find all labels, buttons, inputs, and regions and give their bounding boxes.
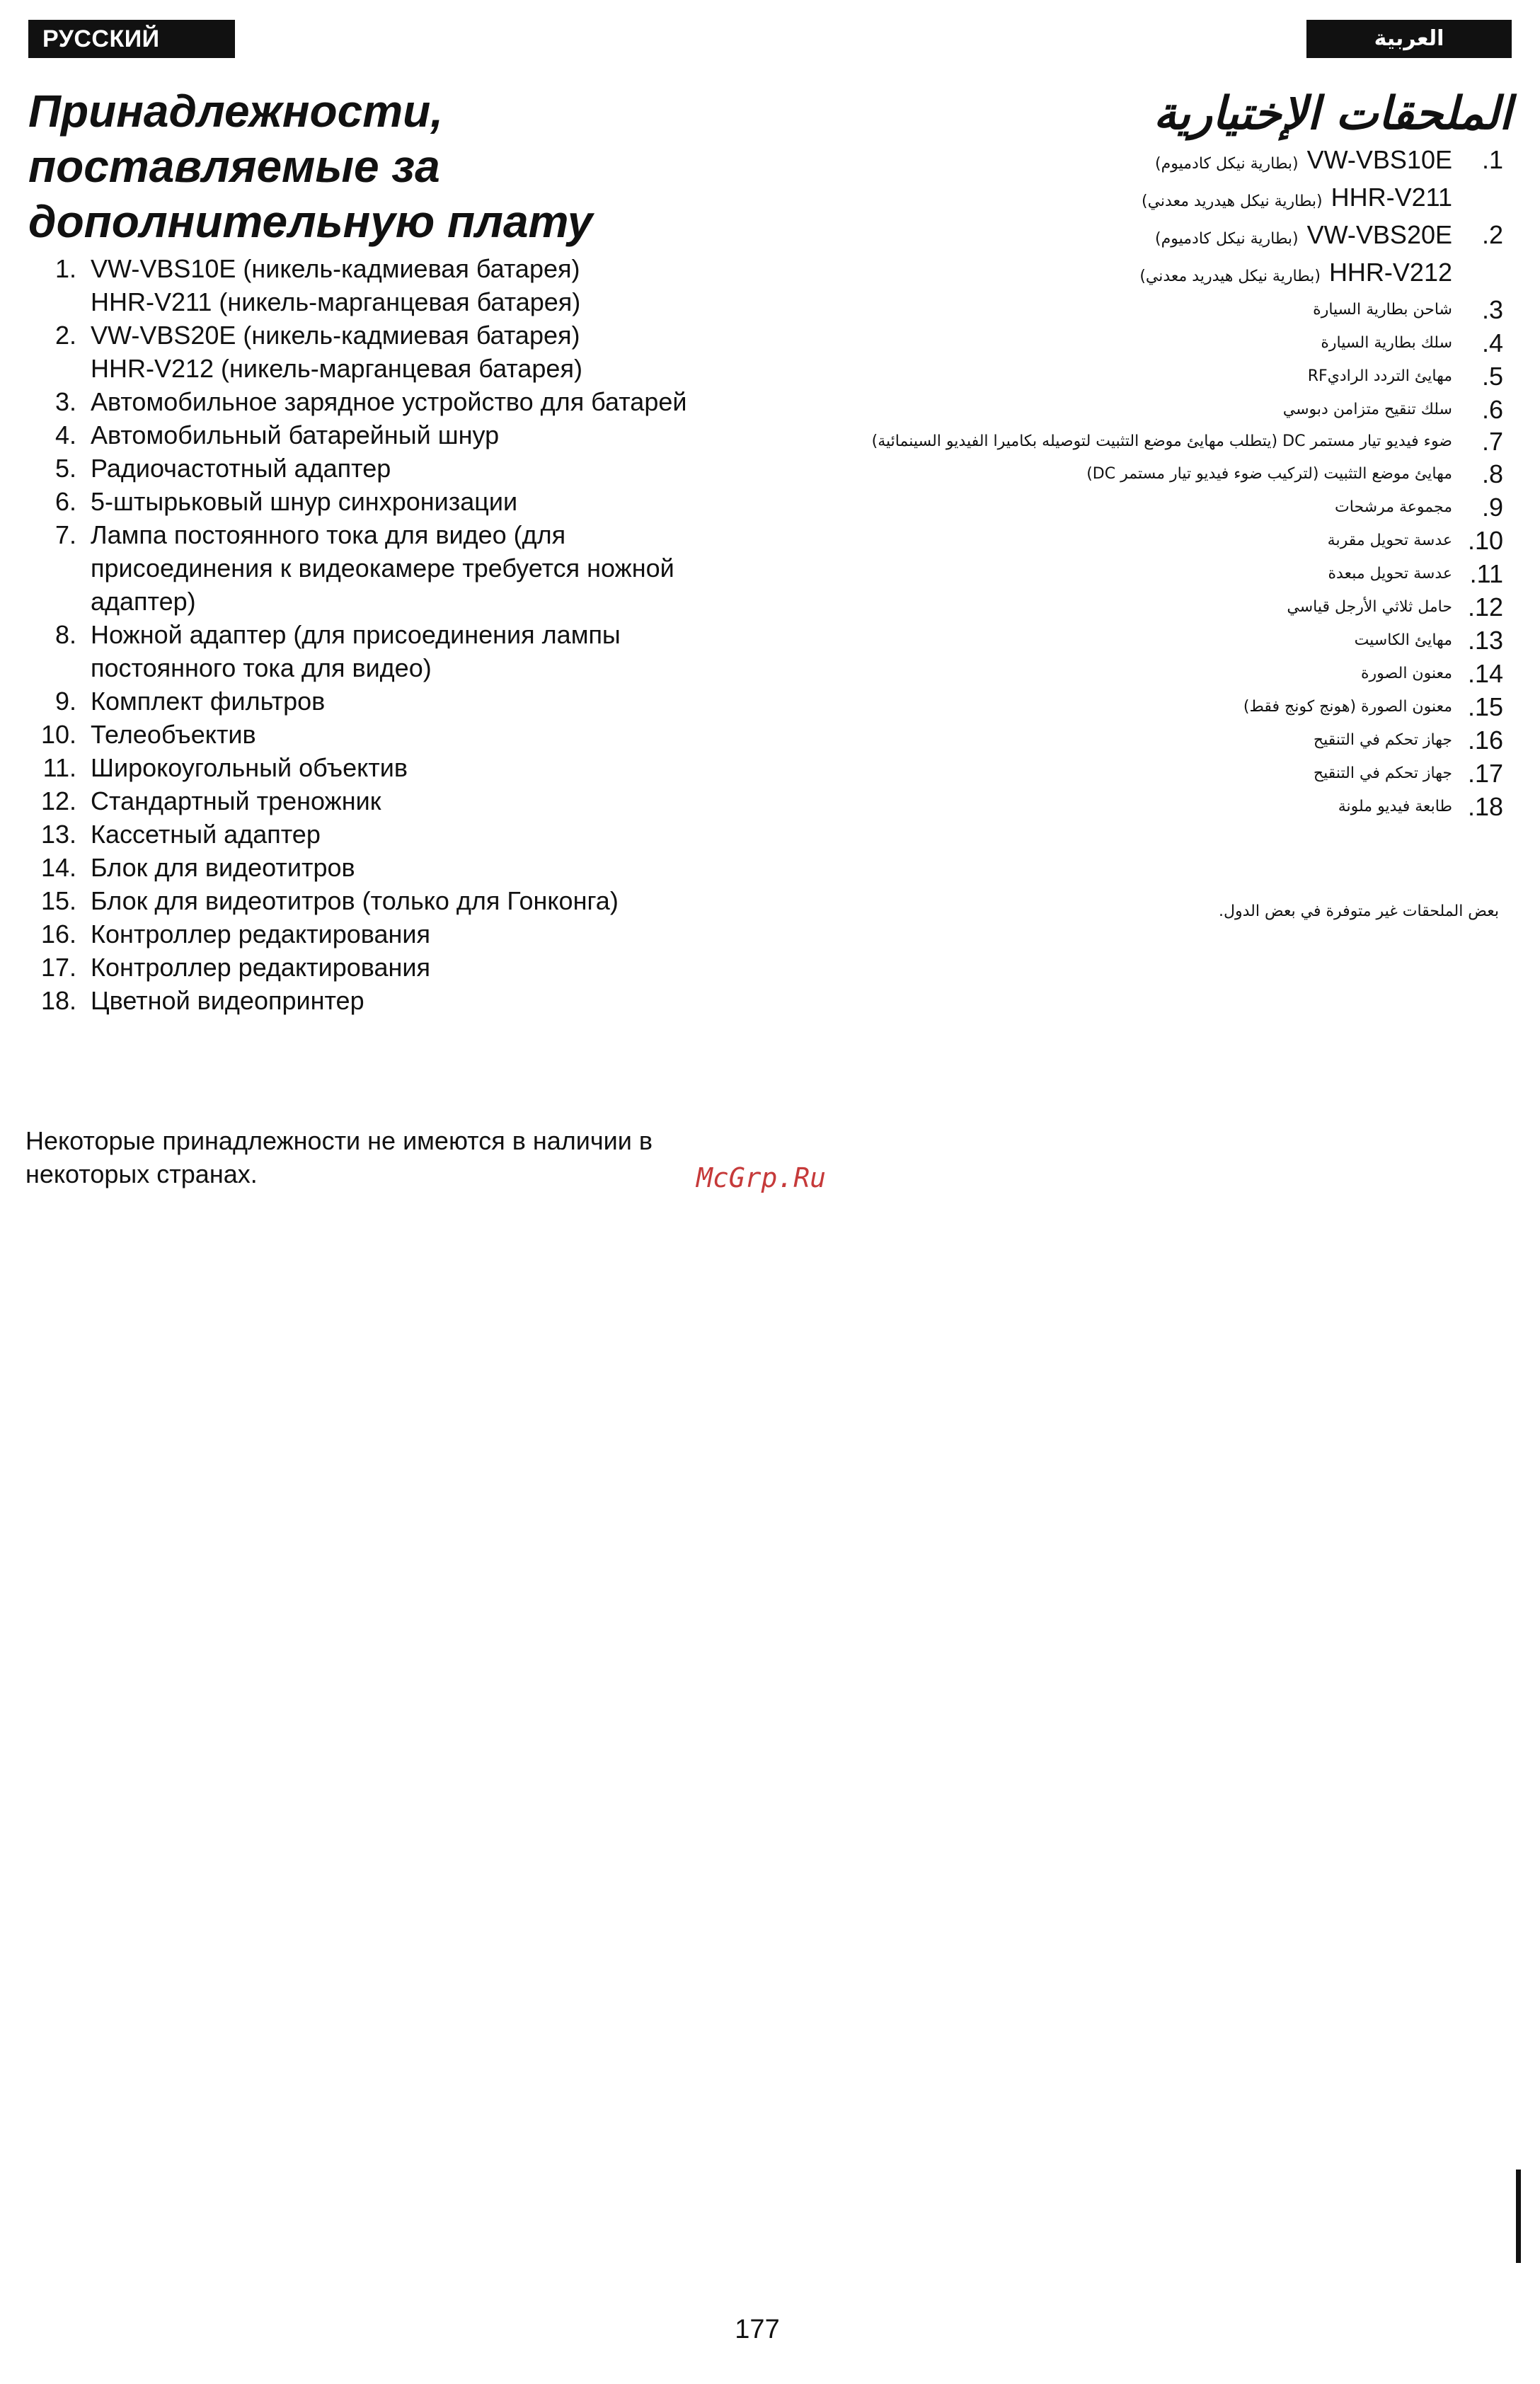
item-text: Широкоугольный объектив (91, 753, 408, 782)
item-number: .14 (1467, 659, 1503, 688)
item-text: حامل ثلاثي الأرجل قياسي (1287, 598, 1452, 616)
item-text: جهاز تحكم في التنقيح (1313, 731, 1452, 749)
item-number: 17. (40, 953, 76, 982)
item-text: HHR-V212 (никель-марганцевая батарея) (91, 354, 582, 383)
item-body (739, 723, 1452, 757)
list-item (739, 657, 1503, 690)
item-text: Телеобъектив (91, 720, 256, 749)
item-number: 1. (54, 254, 76, 283)
arabic-title: الملحقات الإختيارية (1153, 87, 1512, 140)
item-text: (بطارية نيكل كادميوم) (1155, 155, 1299, 173)
item-text: Комплект фильтров (91, 687, 326, 716)
item-number: 2. (54, 321, 76, 350)
edge-marker (1516, 2170, 1521, 2263)
item-model: VW-VBS10E (1306, 145, 1452, 174)
item-number: 3. (54, 387, 76, 416)
item-text: Радиочастотный адаптер (91, 454, 391, 483)
item-text: مهايئ الكاسيت (1354, 631, 1452, 649)
item-body (739, 360, 1452, 393)
list-item (21, 418, 750, 452)
item-number: .17 (1467, 759, 1503, 788)
item-body (739, 790, 1452, 823)
item-text: Лампа постоянного тока для видео (для присоединения к видеокамере требуется ножной адаптер) (91, 520, 674, 616)
item-number: 12. (40, 786, 76, 815)
item-body (739, 557, 1452, 590)
list-item (21, 684, 750, 718)
item-number: 15. (40, 886, 76, 915)
item-text: Контроллер редактирования (91, 953, 430, 982)
list-item (21, 319, 750, 352)
item-text: طابعة فيديو ملونة (1338, 798, 1452, 815)
language-tag-russian: РУССКИЙ ЯЗЫК (28, 20, 235, 58)
list-item (739, 757, 1503, 790)
item-number: 14. (40, 853, 76, 882)
list-item (21, 618, 750, 684)
list-item (21, 818, 750, 851)
item-text: Кассетный адаптер (91, 820, 321, 849)
list-item (739, 690, 1503, 723)
item-text: Автомобильное зарядное устройство для батарей (91, 387, 687, 416)
list-item (739, 143, 1503, 180)
list-item (21, 285, 750, 319)
item-text: عدسة تحويل مبعدة (1328, 565, 1452, 583)
item-text: (بطارية نيكل كادميوم) (1155, 230, 1299, 248)
list-item (739, 393, 1503, 426)
item-body (739, 326, 1452, 360)
list-item (739, 218, 1503, 256)
item-number: 10. (40, 720, 76, 749)
russian-accessory-list (21, 252, 750, 1017)
list-item (739, 590, 1503, 624)
list-item (739, 326, 1503, 360)
item-body (739, 256, 1452, 293)
list-item (739, 524, 1503, 557)
list-item (21, 252, 750, 285)
item-number: .16 (1467, 726, 1503, 755)
item-text: Блок для видеотитров (только для Гонконга) (91, 886, 619, 915)
item-body (739, 590, 1452, 624)
item-body (739, 393, 1452, 426)
item-text: مهايئ التردد الراديRF (1307, 367, 1452, 385)
item-number: 13. (40, 820, 76, 849)
list-item (21, 352, 750, 385)
list-item (21, 951, 750, 984)
item-text: VW-VBS10E (никель-кадмиевая батарея) (91, 254, 580, 283)
item-text: 5-штырьковый шнур синхронизации (91, 487, 518, 516)
list-item (21, 884, 750, 917)
item-body (739, 218, 1452, 256)
item-body (739, 624, 1452, 657)
item-text: شاحن بطارية السيارة (1313, 301, 1452, 319)
item-number: 11. (42, 753, 76, 782)
list-item (739, 293, 1503, 326)
russian-title: Принадлежности, поставляемые за дополнительную плату (28, 86, 593, 247)
list-item (739, 790, 1503, 823)
item-text: (بطارية نيكل هيدريد معدني) (1141, 193, 1323, 210)
list-item (21, 718, 750, 751)
item-body (739, 690, 1452, 723)
item-body (739, 143, 1452, 180)
list-item (739, 557, 1503, 590)
arabic-accessory-list (739, 143, 1503, 823)
item-text: Автомобильный батарейный шнур (91, 420, 500, 449)
list-item (21, 452, 750, 485)
item-number: .10 (1467, 526, 1503, 555)
item-body (739, 457, 1452, 491)
list-item (739, 256, 1503, 293)
list-item (21, 784, 750, 818)
item-number: .7 (1481, 427, 1503, 456)
item-text: سلك بطارية السيارة (1321, 334, 1452, 352)
item-number: .9 (1481, 493, 1503, 522)
item-body (739, 180, 1452, 218)
list-item (739, 491, 1503, 524)
item-body (739, 491, 1452, 524)
item-text: مجموعة مرشحات (1335, 498, 1452, 516)
item-text: مهايئ موضع التثبيت (لتركيب ضوء فيديو تيار مستمر DC) (1086, 465, 1452, 483)
item-model: HHR-V212 (1328, 258, 1452, 287)
list-item (21, 518, 750, 618)
item-number: .4 (1481, 328, 1503, 357)
list-item (21, 984, 750, 1017)
item-number: 16. (40, 919, 76, 949)
item-text: Ножной адаптер (для присоединения лампы постоянного тока для видео) (91, 620, 621, 682)
item-number: 4. (54, 420, 76, 449)
page-number: 177 (735, 2315, 780, 2344)
item-number (21, 352, 91, 385)
list-item (21, 385, 750, 418)
item-text: Стандартный треножник (91, 786, 381, 815)
item-text: معنون الصورة (هونج كونج فقط) (1243, 698, 1452, 716)
item-number: .5 (1481, 362, 1503, 391)
item-number: .3 (1481, 295, 1503, 324)
item-number: 5. (54, 454, 76, 483)
list-item (21, 851, 750, 884)
list-item (21, 917, 750, 951)
item-text: جهاز تحكم في التنقيح (1313, 764, 1452, 782)
arabic-availability-note: بعض الملحقات غير متوفرة في بعض الدول. (1219, 902, 1499, 920)
list-item (739, 723, 1503, 757)
list-item (21, 751, 750, 784)
item-text: معنون الصورة (1361, 665, 1452, 682)
item-text: VW-VBS20E (никель-кадмиевая батарея) (91, 321, 580, 350)
item-number: .12 (1467, 592, 1503, 621)
item-body (739, 426, 1452, 457)
item-number (21, 285, 91, 319)
item-text: Контроллер редактирования (91, 919, 430, 949)
item-body (739, 293, 1452, 326)
item-text: سلك تنقيح متزامن دبوسي (1282, 401, 1452, 418)
item-number: .11 (1469, 559, 1503, 588)
item-number: .6 (1481, 395, 1503, 424)
list-item (739, 426, 1503, 457)
item-number: 8. (54, 620, 76, 649)
list-item (21, 485, 750, 518)
item-number: .15 (1467, 692, 1503, 721)
item-text: Блок для видеотитров (91, 853, 355, 882)
item-number: .8 (1481, 459, 1503, 488)
item-number (1452, 180, 1503, 218)
list-item (739, 180, 1503, 218)
item-body (739, 524, 1452, 557)
item-number: .2 (1481, 220, 1503, 249)
item-body (739, 657, 1452, 690)
item-text: عدسة تحويل مقربة (1327, 532, 1452, 549)
list-item (739, 360, 1503, 393)
list-item (739, 457, 1503, 491)
item-number: 18. (40, 986, 76, 1015)
item-number: 7. (54, 520, 76, 549)
item-model: HHR-V211 (1331, 183, 1452, 212)
item-model: VW-VBS20E (1306, 220, 1452, 249)
item-number: .13 (1467, 626, 1503, 655)
russian-availability-note: Некоторые принадлежности не имеются в наличии в некоторых странах. (25, 1126, 653, 1188)
item-number: 6. (54, 487, 76, 516)
item-text: HHR-V211 (никель-марганцевая батарея) (91, 287, 581, 316)
item-text: Цветной видеопринтер (91, 986, 364, 1015)
list-item (739, 624, 1503, 657)
item-number: .18 (1467, 792, 1503, 821)
item-text: ضوء فيديو تيار مستمر DC (يتطلب مهايئ موضع التثبيت لتوصيله بكاميرا الفيديو السينمائية) (871, 432, 1452, 450)
item-number (1452, 256, 1503, 293)
item-text: (بطارية نيكل هيدريد معدني) (1139, 268, 1321, 285)
watermark: McGrp.Ru (696, 1162, 827, 1193)
item-number: 9. (54, 687, 76, 716)
item-number: .1 (1481, 145, 1503, 174)
language-tag-arabic: العربية (1306, 20, 1512, 58)
item-body (739, 757, 1452, 790)
